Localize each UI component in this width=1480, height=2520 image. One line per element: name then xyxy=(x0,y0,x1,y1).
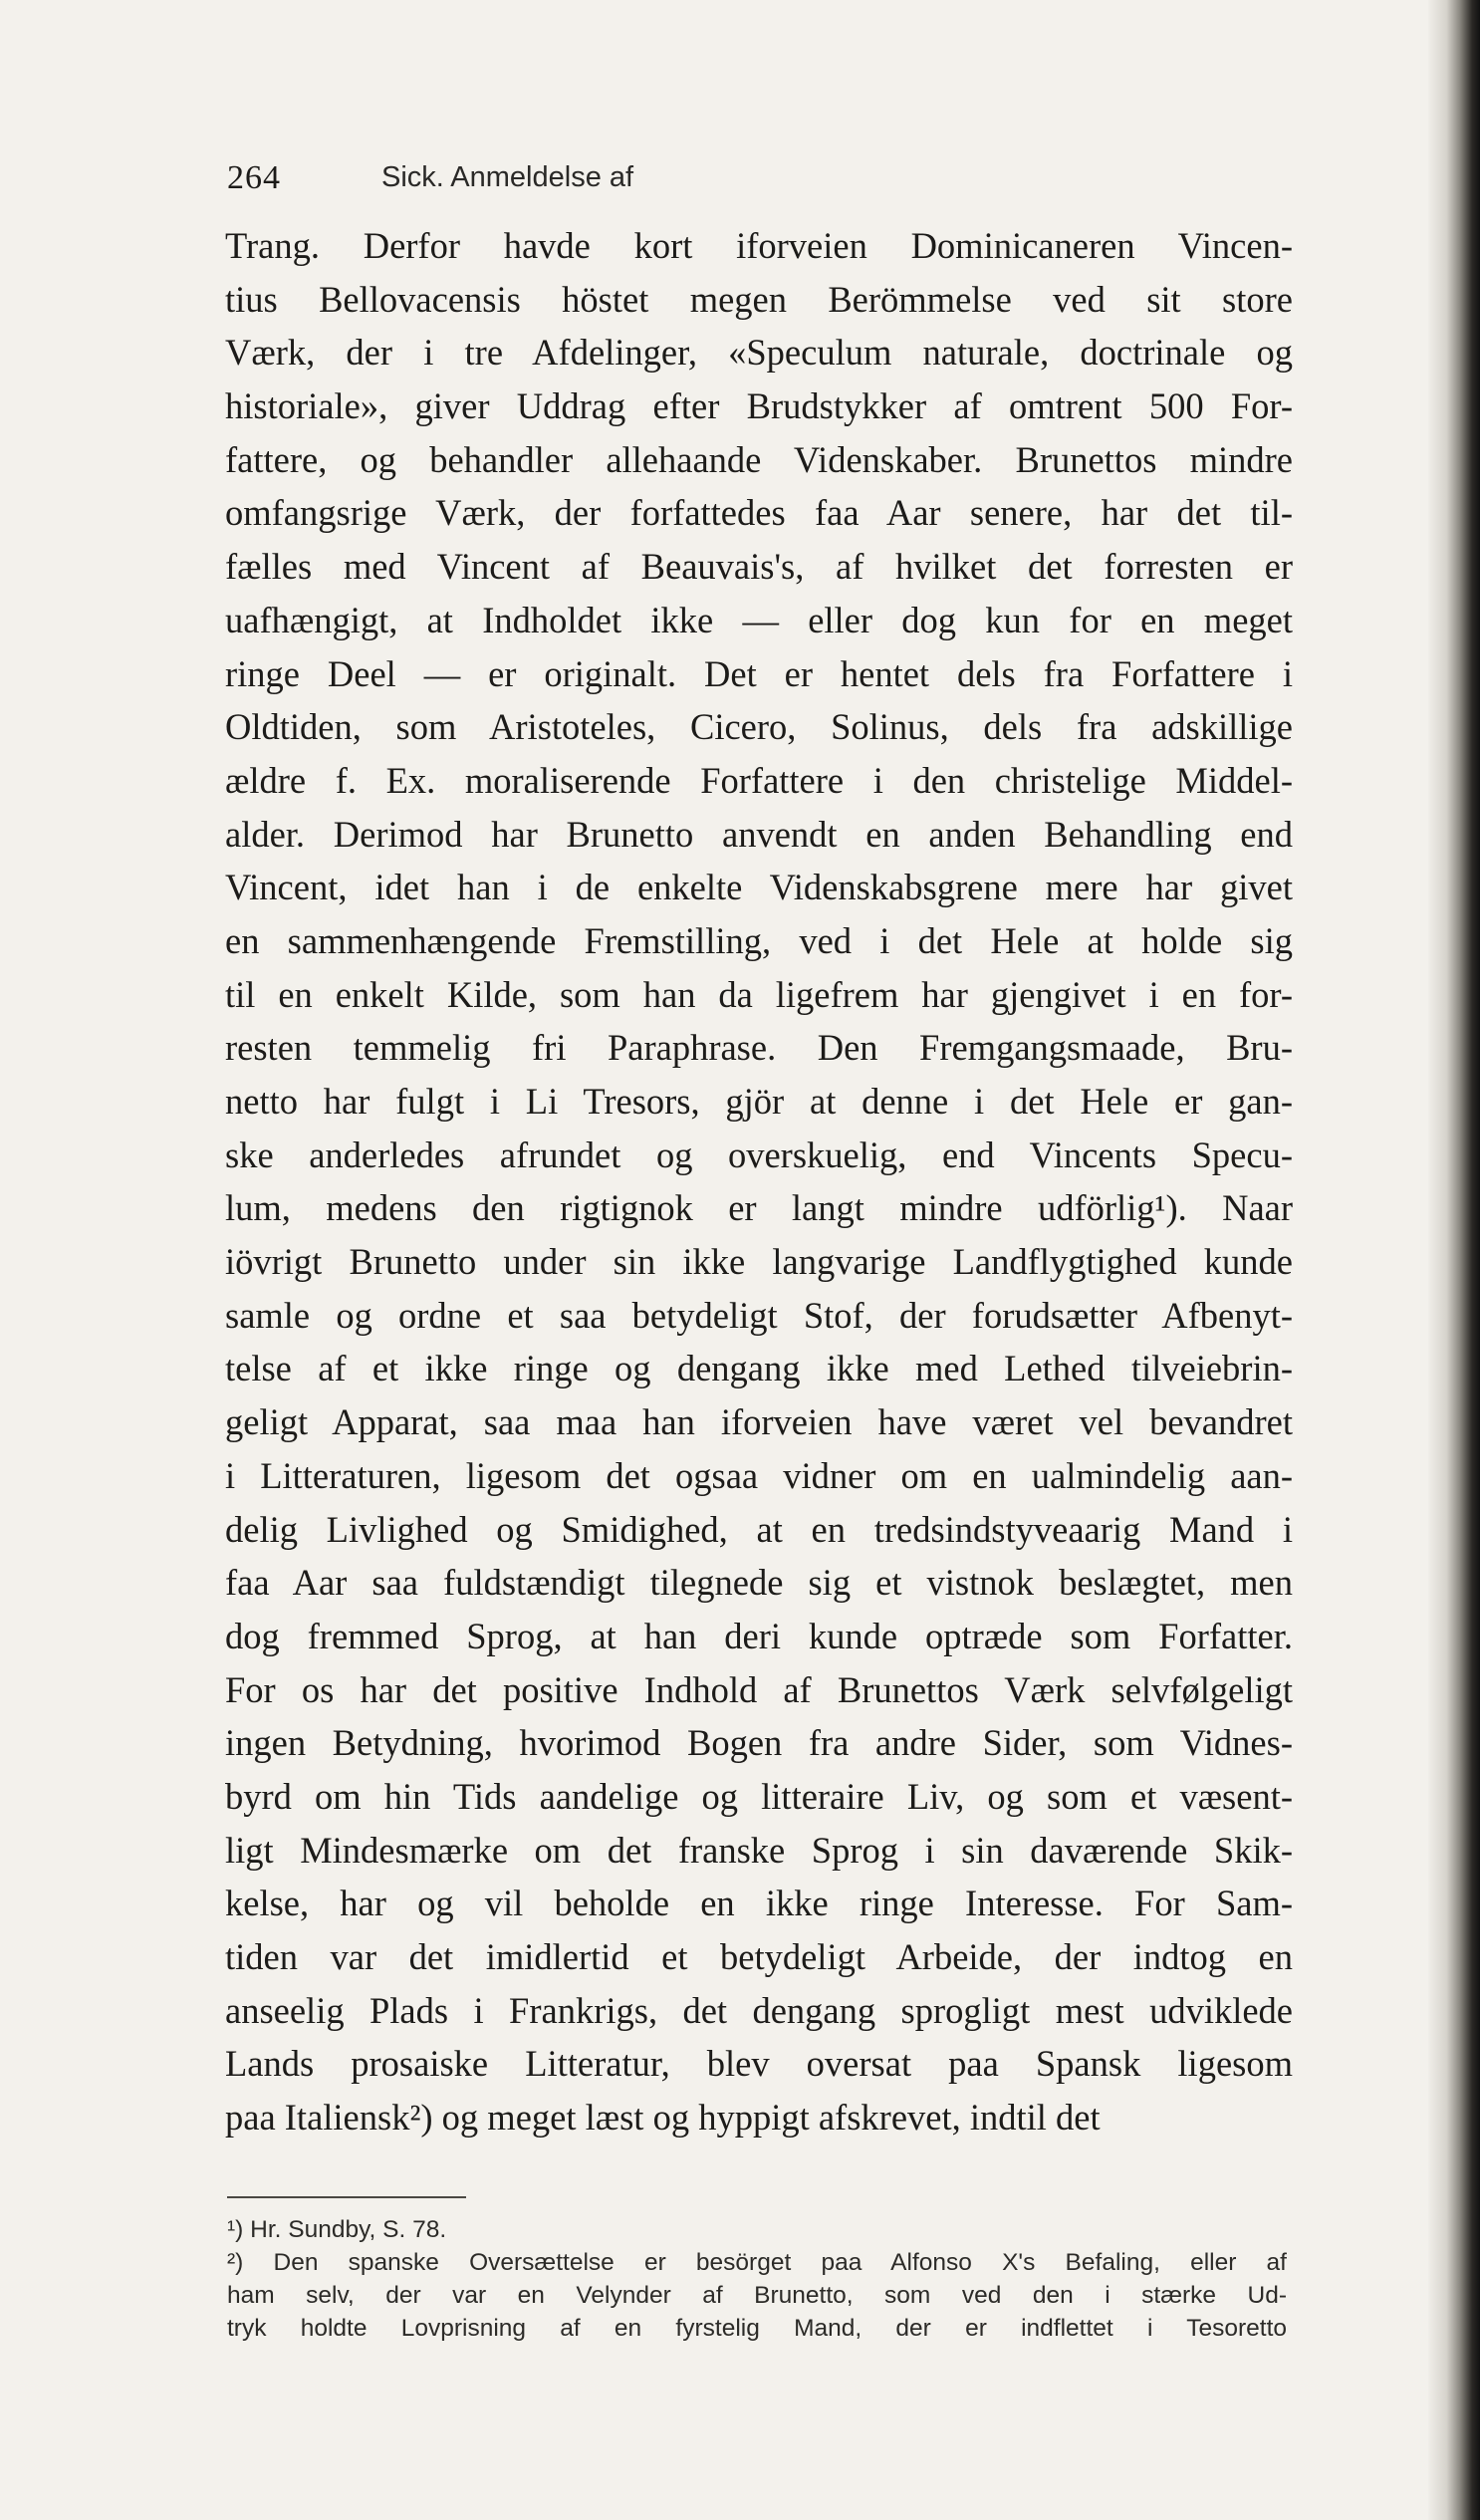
text-line: Lands prosaiske Litteratur, blev oversat paa Spansk ligesom xyxy=(225,2043,1293,2085)
text-line: kelse, har og vil beholde en ikke ringe Interesse. For Sam- xyxy=(225,1883,1293,1924)
text-line: Værk, der i tre Afdelinger, «Speculum naturale, doctrinale og xyxy=(225,332,1293,374)
text-line: omfangsrige Værk, der forfattedes faa Aar senere, har det til- xyxy=(225,492,1293,534)
text-line: ligt Mindesmærke om det franske Sprog i sin daværende Skik- xyxy=(225,1829,1293,1871)
text-line: tius Bellovacensis höstet megen Berömmelse ved sit store xyxy=(225,278,1293,320)
text-line: i Litteraturen, ligesom det ogsaa vidner om en ualmindelig aan- xyxy=(225,1454,1293,1496)
page-edge-shadow xyxy=(1428,0,1480,2520)
text-line: Oldtiden, som Aristoteles, Cicero, Solinus, dels fra adskillige xyxy=(225,706,1293,748)
page-number: 264 xyxy=(227,159,281,196)
text-line: faa Aar saa fuldstændigt tilegnede sig et vistnok beslægtet, men xyxy=(225,1562,1293,1604)
text-line: lum, medens den rigtignok er langt mindre udförlig¹). Naar xyxy=(225,1187,1293,1229)
text-line: fælles med Vincent af Beauvais's, af hvilket det forresten er xyxy=(225,546,1293,588)
footnote-2: ²) Den spanske Oversættelse er besörget paa Alfonso X's Befaling, eller af xyxy=(227,2249,1287,2276)
footnote-1: ¹) Hr. Sundby, S. 78. xyxy=(227,2216,447,2243)
text-line: iövrigt Brunetto under sin ikke langvarige Landflygtighed kunde xyxy=(225,1241,1293,1283)
text-line: Vincent, idet han i de enkelte Videnskabsgrene mere har givet xyxy=(225,867,1293,908)
text-line: en sammenhængende Fremstilling, ved i det Hele at holde sig xyxy=(225,919,1293,961)
text-line: delig Livlighed og Smidighed, at en tredsindstyveaarig Mand i xyxy=(225,1508,1293,1550)
text-line: telse af et ikke ringe og dengang ikke med Lethed tilveiebrin- xyxy=(225,1348,1293,1389)
text-line: ældre f. Ex. moraliserende Forfattere i den christelige Middel- xyxy=(225,759,1293,801)
page-header xyxy=(227,159,1243,199)
running-head: Sick. Anmeldelse af xyxy=(381,161,634,193)
footnotes xyxy=(227,2213,1287,2345)
text-line: dog fremmed Sprog, at han deri kunde optræde som Forfatter. xyxy=(225,1615,1293,1656)
text-line: ringe Deel — er originalt. Det er hentet dels fra Forfattere i xyxy=(225,652,1293,694)
text-line: For os har det positive Indhold af Brunettos Værk selvfølgeligt xyxy=(225,1668,1293,1710)
text-line: uafhængigt, at Indholdet ikke — eller dog kun for en meget xyxy=(225,599,1293,640)
text-line: anseelig Plads i Frankrigs, det dengang sprogligt mest udviklede xyxy=(225,1989,1293,2031)
body-text xyxy=(225,219,1293,2144)
footnote-rule xyxy=(227,2196,466,2198)
text-line: ske anderledes afrundet og overskuelig, end Vincents Specu- xyxy=(225,1134,1293,1175)
text-line: netto har fulgt i Li Tresors, gjör at denne i det Hele er gan- xyxy=(225,1081,1293,1122)
text-line: historiale», giver Uddrag efter Brudstykker af omtrent 500 For- xyxy=(225,385,1293,427)
footnote-2-continued: tryk holdte Lovprisning af en fyrstelig Mand, der er indflettet i Tesoretto xyxy=(227,2315,1287,2342)
text-line: ingen Betydning, hvorimod Bogen fra andre Sider, som Vidnes- xyxy=(225,1722,1293,1764)
text-line: til en enkelt Kilde, som han da ligefrem har gjengivet i en for- xyxy=(225,973,1293,1015)
text-line: samle og ordne et saa betydeligt Stof, der forudsætter Afbenyt- xyxy=(225,1294,1293,1336)
text-line: byrd om hin Tids aandelige og litteraire Liv, og som et væsent- xyxy=(225,1775,1293,1817)
text-line: Trang. Derfor havde kort iforveien Dominicaneren Vincen- xyxy=(225,225,1293,266)
text-line: fattere, og behandler allehaande Videnskaber. Brunettos mindre xyxy=(225,438,1293,480)
text-line: alder. Derimod har Brunetto anvendt en anden Behandling end xyxy=(225,813,1293,855)
text-line: paa Italiensk²) og meget læst og hyppigt afskrevet, indtil det xyxy=(225,2097,1101,2139)
text-line: tiden var det imidlertid et betydeligt Arbeide, der indtog en xyxy=(225,1936,1293,1977)
text-line: geligt Apparat, saa maa han iforveien have været vel bevandret xyxy=(225,1401,1293,1443)
text-line: resten temmelig fri Paraphrase. Den Fremgangsmaade, Bru- xyxy=(225,1027,1293,1069)
footnote-2-continued: ham selv, der var en Velynder af Brunetto, som ved den i stærke Ud- xyxy=(227,2282,1287,2309)
